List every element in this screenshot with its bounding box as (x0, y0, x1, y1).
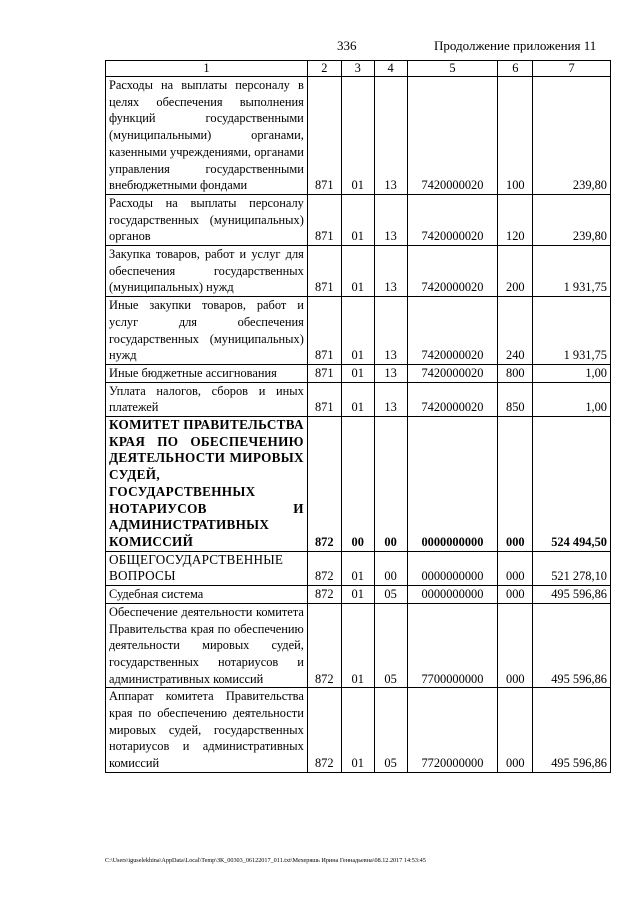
target-code: 7420000020 (407, 194, 498, 245)
section-code: 01 (341, 297, 374, 365)
section-code: 01 (341, 551, 374, 585)
section-code: 01 (341, 603, 374, 688)
column-number: 6 (498, 61, 533, 77)
section-code: 01 (341, 246, 374, 297)
column-number: 2 (307, 61, 341, 77)
amount: 1,00 (533, 364, 611, 382)
amount: 495 596,86 (533, 603, 611, 688)
target-code: 0000000000 (407, 551, 498, 585)
table-row (106, 688, 611, 773)
subsection-code: 00 (374, 551, 407, 585)
column-number: 4 (374, 61, 407, 77)
amount: 524 494,50 (533, 417, 611, 552)
subsection-code: 13 (374, 382, 407, 416)
expense-type-code: 000 (498, 551, 533, 585)
section-code: 00 (341, 417, 374, 552)
target-code: 0000000000 (407, 417, 498, 552)
section-code: 01 (341, 77, 374, 195)
target-code: 7700000000 (407, 603, 498, 688)
expense-type-code: 100 (498, 77, 533, 195)
expense-type-code: 000 (498, 603, 533, 688)
column-number: 1 (106, 61, 308, 77)
expense-type-code: 800 (498, 364, 533, 382)
ministry-code: 872 (307, 551, 341, 585)
subsection-code: 05 (374, 603, 407, 688)
table-row (106, 586, 611, 604)
column-number: 5 (407, 61, 498, 77)
expense-type-code: 000 (498, 688, 533, 773)
ministry-code: 871 (307, 364, 341, 382)
expense-name: Иные бюджетные ассигнования (106, 364, 308, 382)
subsection-code: 05 (374, 586, 407, 604)
ministry-code: 871 (307, 194, 341, 245)
column-number-row (106, 61, 611, 77)
subsection-code: 05 (374, 688, 407, 773)
amount: 1,00 (533, 382, 611, 416)
expense-type-code: 000 (498, 417, 533, 552)
section-code: 01 (341, 688, 374, 773)
expense-name: Судебная система (106, 586, 308, 604)
section-code: 01 (341, 194, 374, 245)
expense-name: КОМИТЕТ ПРАВИТЕЛЬСТВА КРАЯ ПО ОБЕСПЕЧЕНИЮ ДЕЯТЕЛЬНОСТИ МИРОВЫХ СУДЕЙ, ГОСУДАРСТВЕННЫХ НОТАРИУСОВ И АДМИНИСТРАТИВНЫХ КОМИССИЙ (106, 417, 308, 552)
target-code: 7420000020 (407, 77, 498, 195)
expense-name: Обеспечение деятельности комитета Правительства края по обеспечению деятельности мировых судей, государственных нотариусов и административных комиссий (106, 603, 308, 688)
subsection-code: 13 (374, 77, 407, 195)
table-row (106, 246, 611, 297)
amount: 495 596,86 (533, 688, 611, 773)
amount: 1 931,75 (533, 246, 611, 297)
ministry-code: 871 (307, 246, 341, 297)
target-code: 7420000020 (407, 297, 498, 365)
ministry-code: 871 (307, 382, 341, 416)
table-row-committee (106, 417, 611, 552)
amount: 239,80 (533, 77, 611, 195)
table-row (106, 297, 611, 365)
budget-table (105, 60, 611, 773)
expense-name: Уплата налогов, сборов и иных платежей (106, 382, 308, 416)
amount: 521 278,10 (533, 551, 611, 585)
target-code: 7420000020 (407, 246, 498, 297)
expense-name: Закупка товаров, работ и услуг для обеспечения государственных (муниципальных) нужд (106, 246, 308, 297)
table-row (106, 364, 611, 382)
subsection-code: 13 (374, 194, 407, 245)
expense-type-code: 850 (498, 382, 533, 416)
table-row-section (106, 551, 611, 585)
ministry-code: 871 (307, 297, 341, 365)
column-number: 7 (533, 61, 611, 77)
appendix-title: Продолжение приложения 11 (434, 38, 597, 53)
expense-type-code: 200 (498, 246, 533, 297)
column-number: 3 (341, 61, 374, 77)
expense-name: ОБЩЕГОСУДАРСТВЕННЫЕ ВОПРОСЫ (106, 551, 308, 585)
ministry-code: 871 (307, 77, 341, 195)
ministry-code: 872 (307, 688, 341, 773)
ministry-code: 872 (307, 603, 341, 688)
table-row (106, 382, 611, 416)
ministry-code: 872 (307, 417, 341, 552)
section-code: 01 (341, 382, 374, 416)
amount: 1 931,75 (533, 297, 611, 365)
target-code: 7420000020 (407, 364, 498, 382)
expense-name: Аппарат комитета Правительства края по обеспечению деятельности мировых судей, государственных нотариусов и административных комиссий (106, 688, 308, 773)
amount: 239,80 (533, 194, 611, 245)
table-row (106, 603, 611, 688)
subsection-code: 13 (374, 297, 407, 365)
ministry-code: 872 (307, 586, 341, 604)
table-row (106, 194, 611, 245)
expense-name: Расходы на выплаты персоналу государственных (муниципальных) органов (106, 194, 308, 245)
section-code: 01 (341, 586, 374, 604)
target-code: 7720000000 (407, 688, 498, 773)
expense-name: Расходы на выплаты персоналу в целях обеспечения выполнения функций государственными (муниципальными) органами, казенными учреждениями, органами управления государственными внебюджетными фондами (106, 77, 308, 195)
expense-name: Иные закупки товаров, работ и услуг для обеспечения государственных (муниципальных) нужд (106, 297, 308, 365)
expense-type-code: 240 (498, 297, 533, 365)
target-code: 7420000020 (407, 382, 498, 416)
subsection-code: 13 (374, 246, 407, 297)
subsection-code: 13 (374, 364, 407, 382)
amount: 495 596,86 (533, 586, 611, 604)
section-code: 01 (341, 364, 374, 382)
table-row (106, 77, 611, 195)
file-path-footer: C:\Users\iguselekhina\AppData\Local\Temp\ЗК_00303_06122017_011.txt\Мехеряшь Ирина Геннадьевна\08.12.2017 14:53:45 (105, 857, 426, 864)
expense-type-code: 000 (498, 586, 533, 604)
target-code: 0000000000 (407, 586, 498, 604)
subsection-code: 00 (374, 417, 407, 552)
page-number: 336 (337, 38, 357, 53)
expense-type-code: 120 (498, 194, 533, 245)
